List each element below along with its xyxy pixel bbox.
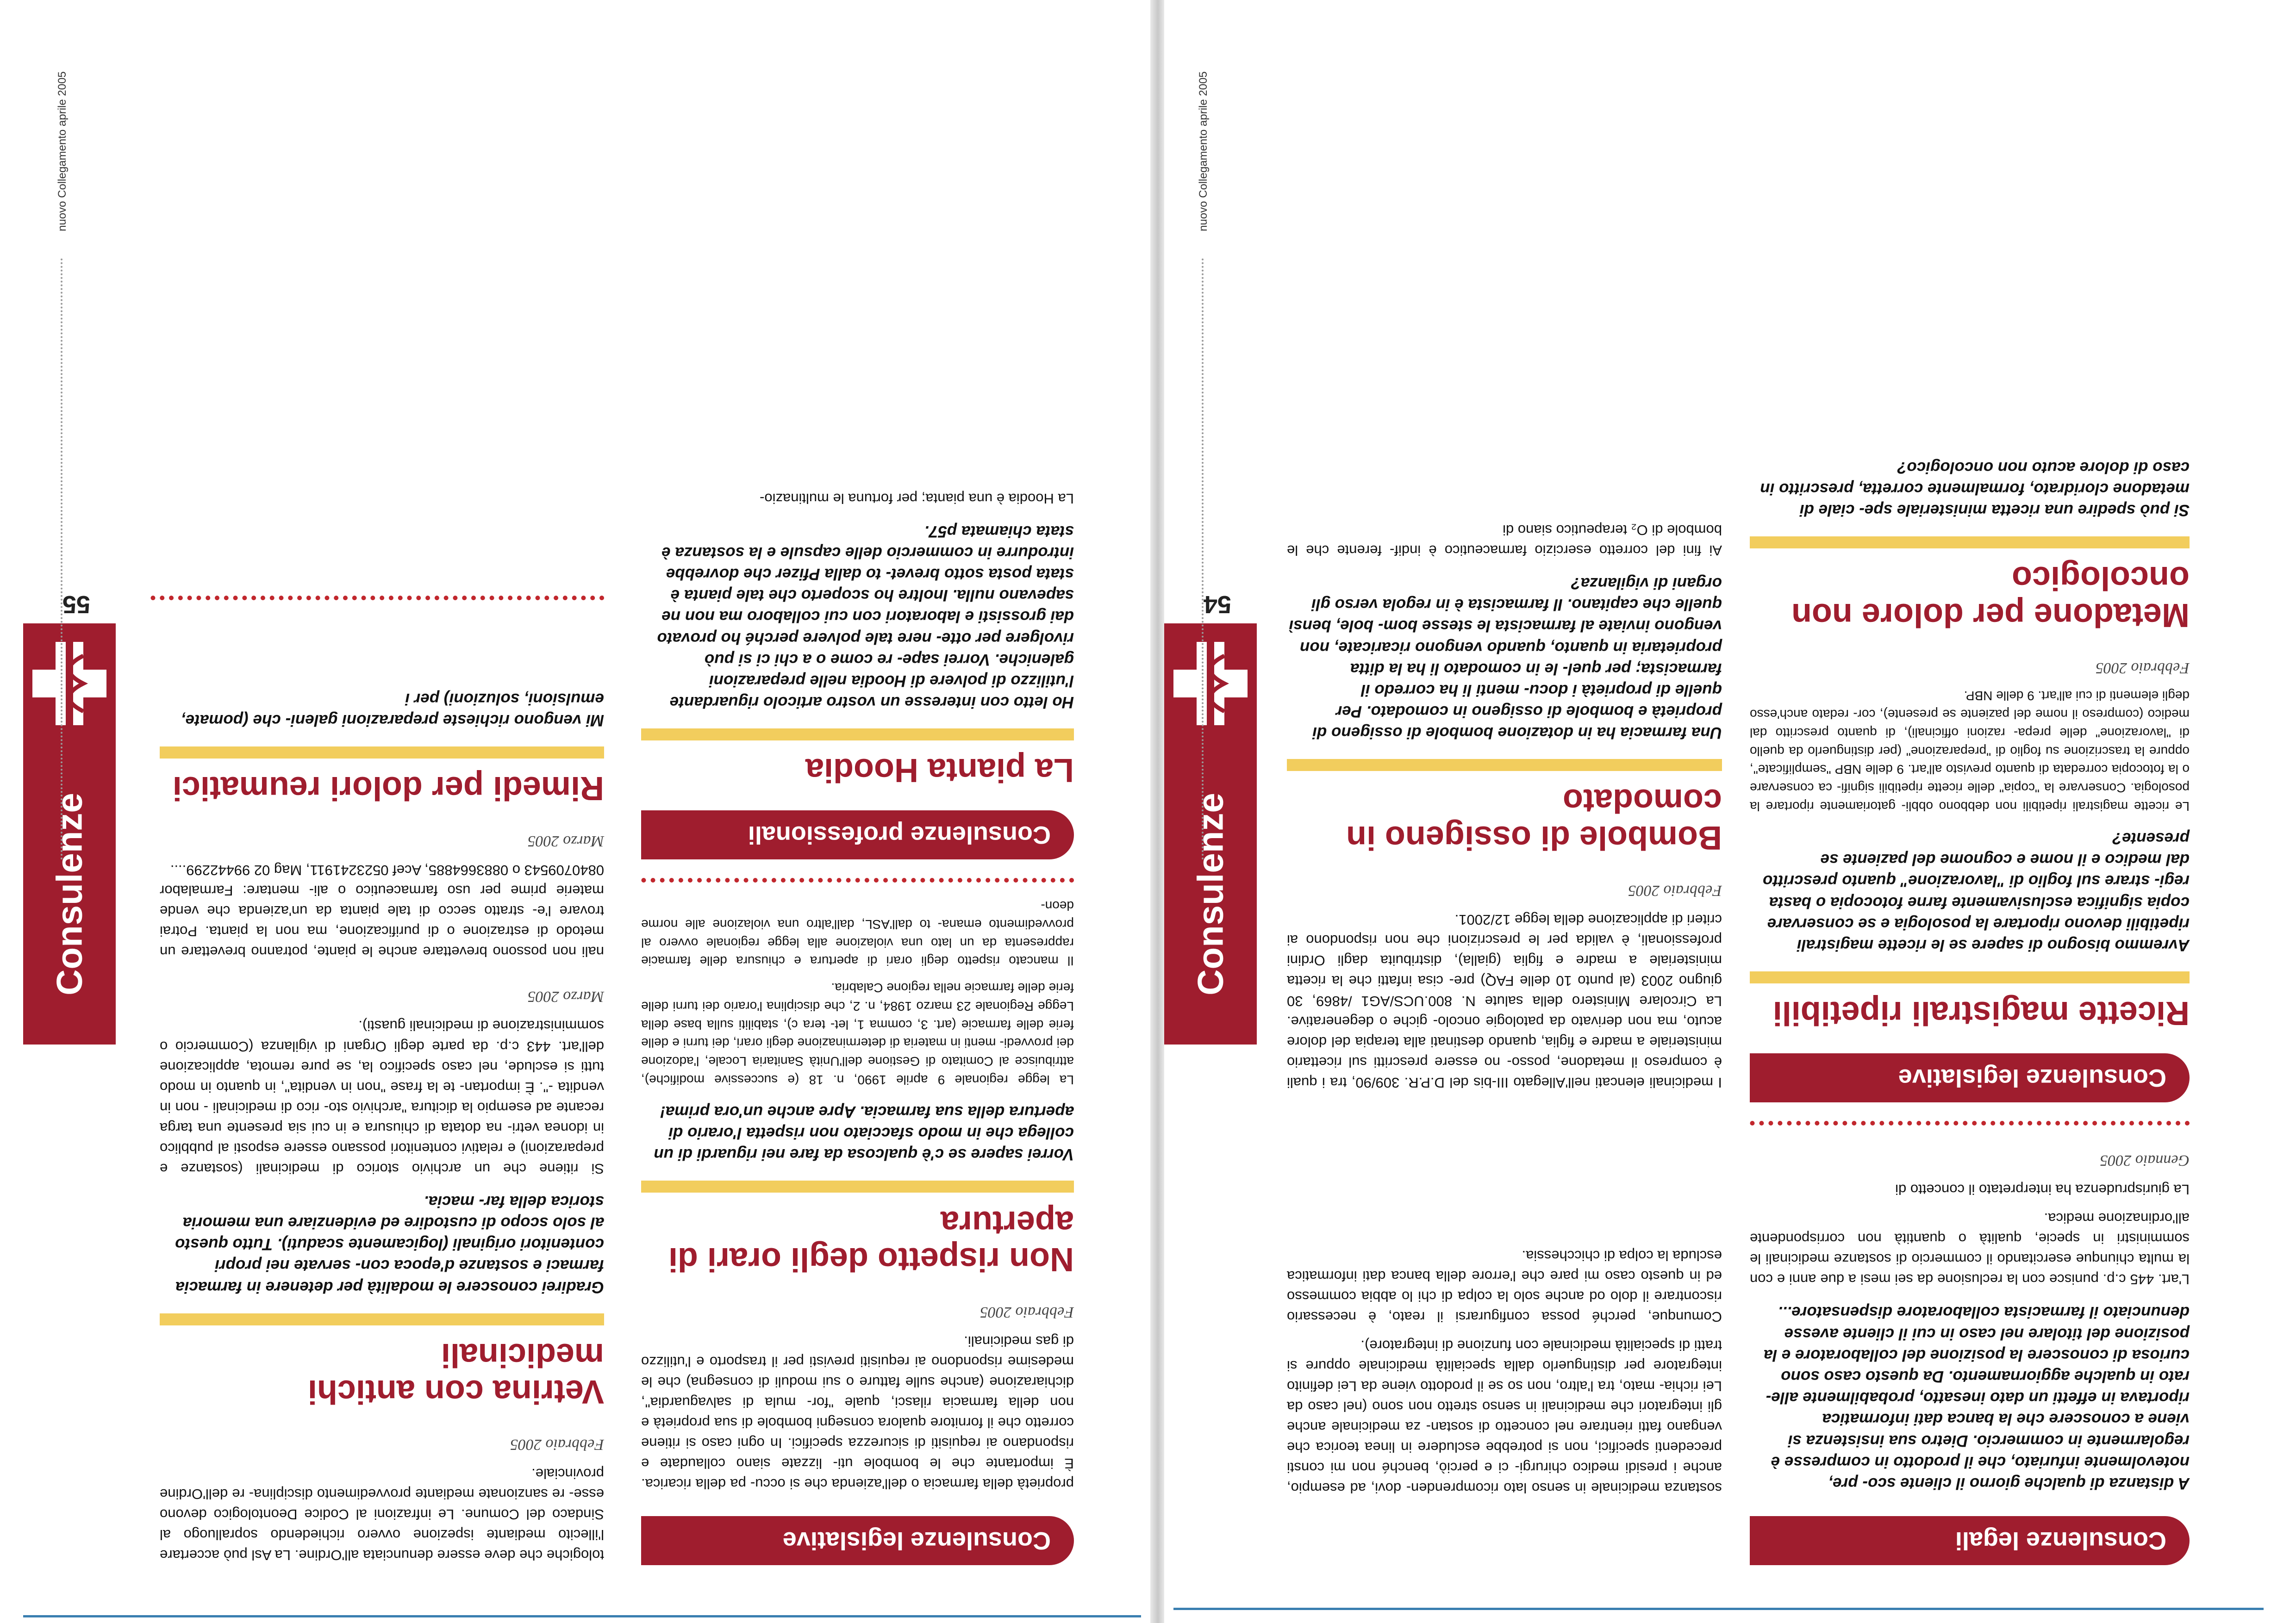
article-title: La pianta Hoodia (805, 752, 1074, 789)
caduceus-cross-icon (1164, 623, 1257, 744)
page55-right-column (160, 676, 604, 1565)
section-side-tab (1164, 744, 1257, 1045)
page-55 (14, 0, 1150, 1623)
answer-text: La legge regionale 9 aprile 1990, n. 18 (e successive modifiche), attribuisce al Comitato di Gestione dell'Unità Sanitaria Locale, l'adozione dei provvedi- menti in materia di determinazione degli orari, dei turni e delle ferie delle farmacie (art. 3, comma 1, let- tera c), stabiliti sulla base della Legge Regionale 23 marzo 1984, n. 2, che disciplina l'orario dei turni delle ferie delle farmacie nella regione Calabria. (641, 981, 1074, 1087)
title-highlight-bar (1750, 536, 2190, 548)
answer-text: Si ritiene che un archivio storico di medicinali (sostanze e preparazioni) e relativi contenitori possano essere esposti al pubblico in idonea vetri- na dotata di chiusura e in cui sia presente una targa recante ad esempio la dicitura "archivio sto- rico di medicinali - non in vendita -". È importan- te la frase "non in vendita", in quanto in modo tutti si esclude, nel caso specifico la, se pure remota, applicazione dell'art. 443 c.p. da parte degli Organi di vigilanza (Commercio o somministrazione di medicinali guasti). (160, 1018, 604, 1177)
page-54 (1164, 0, 2273, 1623)
running-head-rule (1202, 258, 1204, 859)
page54-right-column (1287, 511, 1722, 1498)
page54-left-column (1750, 443, 2190, 1565)
article-date: Febbraio 2005 (2095, 659, 2190, 677)
side-tab-label: Consulenze (49, 793, 90, 995)
answer-text: L'art. 445 c.p. punisce con la reclusione da sei mesi a due anni e con la multa chiunque esercitando il commercio di sostanze medicinali le somministri in specie, qualità o quantità non corrispondente all'ordinazione medica. (1750, 1210, 2190, 1288)
answer-text: Ai fini del corretto esercizio farmaceutico è indif- ferente che le bombole di O₂ terapeutico siano di (1287, 522, 1722, 559)
question-text: Vorrei sapere se c'è qualcosa da fare nei riguardi di un collega che in modo sfacciato non rispetta l'orario di apertura della sua farmacia. Apre anche un'ora prima! (654, 1103, 1074, 1164)
answer-text: nali non possono brevettare anche le piante, potranno brevettare un metodo di estrazione o di purificazione, ma non la pianta. Potrai trovare l'e- stratto secco di tale pianta da un'azienda che vende materie prime per uso farmaceutico o ali- mentare: Farmalabor 0840709543 o 0883664885, Acef 0523241911, Mag 02 99442299.... (160, 862, 604, 960)
page-number: 55 (62, 591, 90, 618)
article-date: Gennaio 2005 (2100, 1152, 2190, 1169)
answer-text: Le ricette magistrali ripetibili non debbono obbli- gatoriamente riportare la posologia. Conservare la "copia" delle ricette ripetibili signifi- ca conservare o la fotocopia corredata di quanto previsto all'art. 9 delle NBP "semplificate", oppure la trascrizione su foglio di "preparazione" (per distinguerlo da quello di "lavorazione" delle prepa- razioni officinali), di quanto prescritto dal medico (compreso il nome del paziente se presente), cor- redato anch'esso degli elementi di cui all'art. 9 delle NBP. (1750, 689, 2190, 814)
question-text: A distanza di qualche giorno il cliente sco- pre, notevolmente infuriato, che il prodotto in compresse è regolarmente in commercio. Dietro sua insistenza si viene a conoscere che la banca dati informatica riportava in effetti un dato inesatto, probabilmente alle- rato in qualche aggiornamento. Da questo caso sono curiosa di conoscere la posizione del collaboratore e la posizione del titolare nel caso in cui il cliente avesse denunciato il farmacista collaboratore dispensatore... (1763, 1303, 2190, 1492)
section-banner-professional: Consulenze professionali (641, 810, 1074, 859)
article-date: Marzo 2005 (527, 988, 604, 1006)
book-gutter (1150, 0, 1164, 1623)
question-text: Una farmacia ha in dotazione bombole di ossigeno di proprietà e bombole di ossigeno in comodato. Per quelle di proprietà i docu- menti li ha corredo il farmacista; per quel- le in comodato li ha la ditta proprietaria in quanto, quando vengono ricaricate, non vengono inviate al farmacista le stesse bom- bole, bensì quelle che capitano. Il farmacista è in regola verso gli organi di vigilanza? (1289, 574, 1722, 742)
section-banner-legal: Consulenze legali (1750, 1516, 2190, 1565)
article-title: Rimedi per dolori reumatici (172, 770, 604, 807)
title-highlight-bar (1750, 971, 2190, 983)
title-highlight-bar (641, 728, 1074, 740)
question-text: Avremmo bisogno di sapere se le ricette magistrali ripetibili devono riportare la posologia e se conservare copia significa esclusivamente farne fotocopia o basta regi- strare sul foglio di "lavorazione" quanto prescritto dal medico e il nome e cognome del paziente se presente? (1763, 829, 2190, 955)
question-text: Si può spedire una ricetta ministeriale spe- ciale di metadone cloridrato, formalmente corretta, prescritto in caso di dolore acuto non oncologico? (1760, 458, 2190, 520)
running-head-rule (61, 258, 62, 859)
article-date: Febbraio 2005 (980, 1303, 1074, 1321)
dotted-divider (641, 878, 1074, 883)
article-date: Febbraio 2005 (510, 1436, 604, 1453)
answer-text: La giurisprudenza ha interpretato il concetto di (1895, 1181, 2190, 1198)
question-text: Mi vengono richieste preparazioni galeni- che (pomate, emulsioni, soluzioni) per i (181, 690, 604, 730)
article-title: Non rispetto degli orari di apertura (668, 1204, 1074, 1278)
answer-text: proprietà della farmacia o dell'azienda che si occu- pa della ricarica. È importante che le bombole uti- lizzate siano collaudate e rispondano ai requisiti di sicurezza specifici. In ogni caso si ritiene corretto che il fornitore qualora consegni bombole di sua proprietà e non della farmacia rilasci, quale "for- mula di salvaguardia", dichiarazione (anche sulle fatture o sui moduli di consegna) che le medesime rispondono ai requisiti previsti per il trasporto e l'utilizzo di gas medicinali. (641, 1333, 1074, 1492)
dotted-divider (1750, 1121, 2190, 1126)
answer-text: I medicinali elencati nell'Allegato III-bis del D.P.R. 309/90, tra i quali è compreso il metadone, posso- no essere prescritti sul ricettario ministeriale a madre e figlia, quando destinati alla terapia del dolore acuto, ma non derivato da patologie oncolo- giche o degenerative. La Circolare Ministero della salute N. 800.UCS/AG1 /4869, 30 giugno 2003 (al punto 10 delle FAQ) pre- cisa infatti che la ricetta ministeriale a madre e figlia (gialla), distribuita dagli Ordini professionali, è valida per le prescrizioni che non rispondono ai criteri di applicazione della legge 12/2001. (1287, 911, 1722, 1091)
title-highlight-bar (160, 1313, 604, 1325)
answer-text: La Hoodia è una pianta; per fortuna le multinazio- (760, 490, 1074, 507)
article-date: Marzo 2005 (527, 833, 604, 850)
article-title: Vetrina con antichi medicinali (307, 1336, 604, 1410)
article-title: Metadone per dolore non oncologico (1791, 560, 2190, 634)
title-highlight-bar (1287, 759, 1722, 771)
answer-text: sostanza medicinale in senso lato ricomprenden- dovi, ad esempio, anche i presidi medico chirurgi- ci e perciò, benché non mi consti precedenti specifici, non si potrebbe escludere in linea teorica che vengano fatti rientrare nel concetto di sostan- za medicinale anche gli integratori che medicinali in senso stretto non sono (nel caso da Lei richia- mato, tra l'altro, non so se il prodotto viene da Lei definito integratore per distinguerlo dalla specialità medicinale oppure si tratti di specialità medicinale con funzione di integratore). (1287, 1337, 1722, 1496)
section-banner-legislative: Consulenze legislative (641, 1516, 1074, 1565)
title-highlight-bar (641, 1181, 1074, 1193)
page55-left-column (641, 474, 1074, 1565)
top-rule (23, 1615, 1141, 1617)
section-side-tab (23, 744, 116, 1045)
top-rule (1173, 1608, 2264, 1610)
caduceus-cross-icon (23, 623, 116, 744)
title-highlight-bar (160, 746, 604, 759)
page-number: 54 (1203, 591, 1231, 618)
question-text: Gradirei conoscere le modalità per detenere in farmacia farmaci e sostanze d'epoca con- servate nei propri contenitori originali (logicamente scaduti). Tutto questo al solo scopo di custodire ed evidenziare una memoria storica della far- macia. (175, 1192, 604, 1296)
side-tab-label: Consulenze (1190, 793, 1231, 995)
answer-text: tologiche che deve essere denunciata all'Ordine. La Asl può accertare l'illecito mediante ispezione ovvero richiedendo sopralluogo al Sindaco del Comune. Le infrazioni al Codice Deontologico devono esse- re sanzionate mediante provvedimento disciplina- re dell'Ordine provinciale. (160, 1465, 604, 1563)
question-text: Ho letto con interesse un vostro articolo riguardante l'utilizzo di polvere di Hoodia nelle preparazioni galeniche. Vorrei sape- re come o a chi ci si può rivolgere per otte- nere tale polvere perché ho provato dai grossisti e laboratori con cui collaboro ma non ne sapevano nulla. Inoltre ho scoperto che tale pianta è stata posta sotto brevet- to dalla Pfizer che dovrebbe introdurre in commercio delle capsule e la sostanza è stata chiamata p57. (657, 522, 1074, 712)
answer-text: Comunque, perché possa configurarsi il reato, è necessario riscontrare il dolo od anche solo la colpa di chi lo abbia commesso ed in questo caso mi pare che l'errore della banca dati informatica escluda la colpa di chicchessia. (1287, 1247, 1722, 1325)
article-title: Ricette magistrali ripetibili (1772, 995, 2190, 1032)
running-head: nuovo Collegamento aprile 2005 (56, 71, 69, 231)
running-head: nuovo Collegamento aprile 2005 (1197, 71, 1210, 231)
answer-text: Il mancato rispetto degli orari di apertura e chiusura delle farmacie rappresenta da un lato una violazione alla legge regionale ovvero al provvedimento emana- to dall'ASL, dall'altro una violazione alle norme deon- (641, 899, 1074, 969)
article-title: Bombole di ossigeno in comodato (1346, 782, 1722, 856)
article-date: Febbraio 2005 (1628, 882, 1722, 899)
dotted-divider (150, 596, 604, 600)
section-banner-legislative: Consulenze legislative (1750, 1053, 2190, 1102)
